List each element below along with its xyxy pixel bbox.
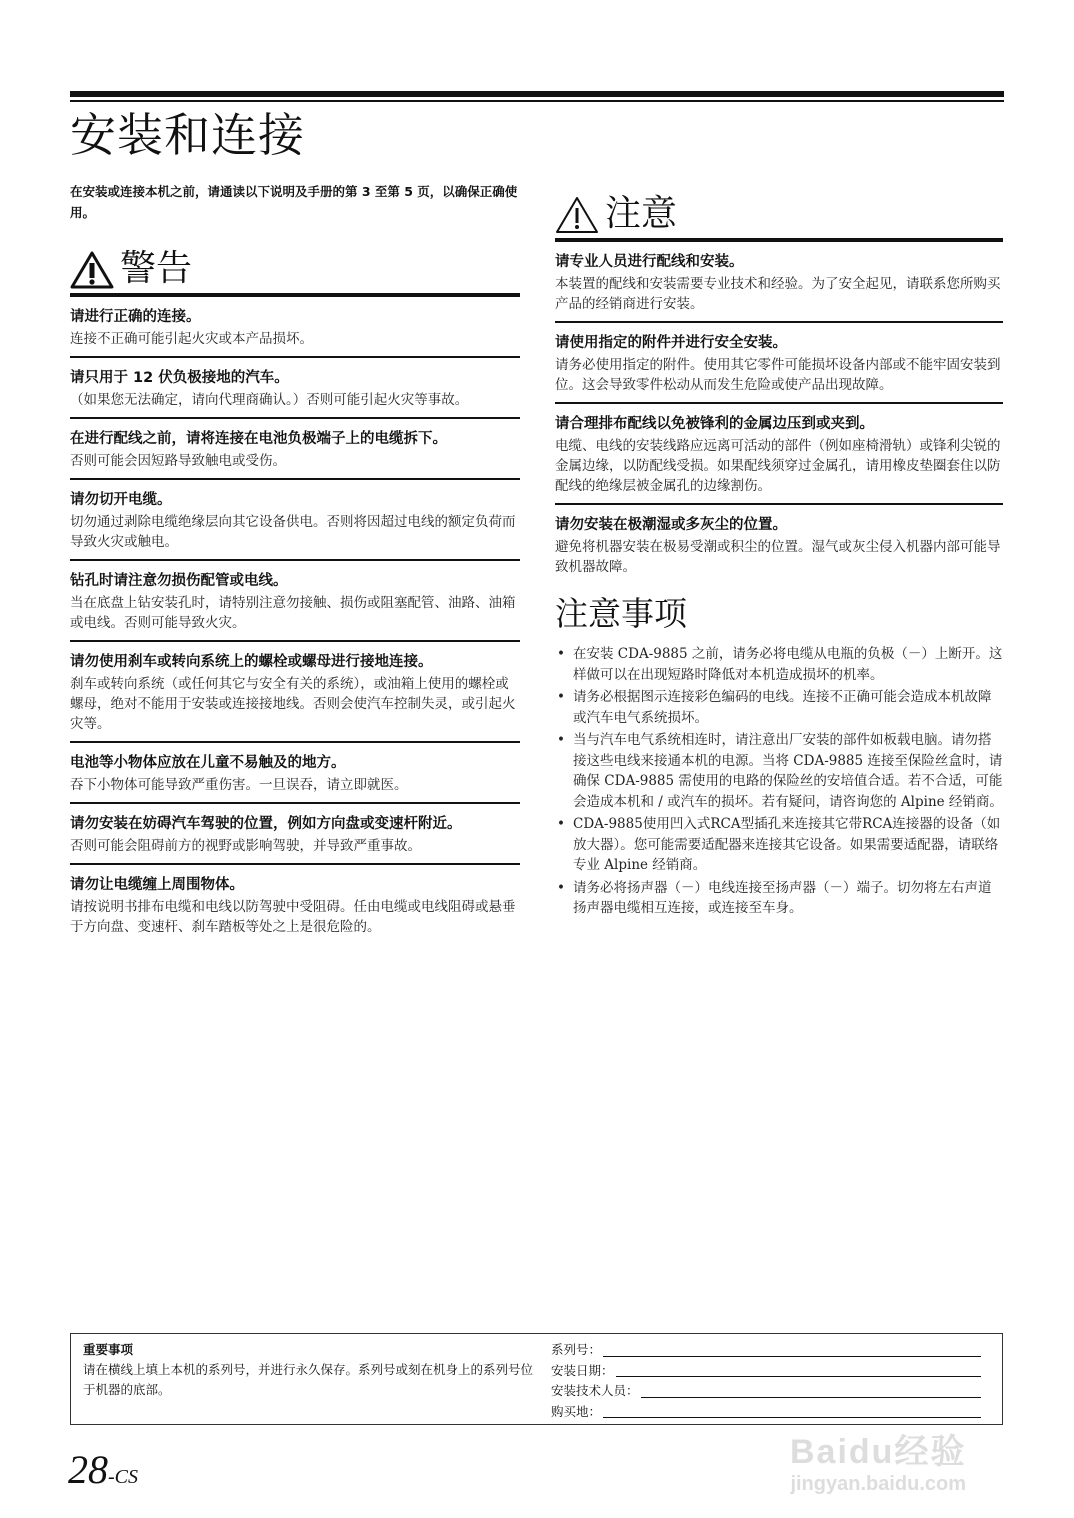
caution-item-body: 避免将机器安装在极易受潮或积尘的位置。湿气或灰尘侵入机器内部可能导致机器故障。 [555,539,1001,575]
caution-item-title: 请合理排布配线以免被锋利的金属边压到或夹到。 [555,416,874,432]
warning-item-body: 连接不正确可能引起火灾或本产品损坏。 [70,331,313,347]
caution-item [555,404,1003,505]
warning-item [70,642,520,743]
caution-item [555,505,1003,584]
field-label: 安装技术人员： [551,1383,639,1398]
notes-item: • 在安装 CDA-9885 之前，请务必将电缆从电瓶的负极（－）上断开。这样做可以在出现短路时降低对本机造成损坏的机率。 [555,644,1003,685]
caution-heading [555,190,1003,242]
warning-item [70,865,520,944]
warning-item-title: 请勿安装在妨碍汽车驾驶的位置，例如方向盘或变速杆附近。 [70,816,462,832]
field-label: 系列号： [551,1342,602,1357]
notes-item: • 请务必将扬声器（－）电线连接至扬声器（－）端子。切勿将左右声道扬声器电缆相互连接，或连接至车身。 [555,878,1003,919]
warning-item-title: 请勿使用刹车或转向系统上的螺栓或螺母进行接地连接。 [70,654,433,670]
warning-list [70,297,520,944]
notes-item: • 请务必根据图示连接彩色编码的电线。连接不正确可能会造成本机故障或汽车电气系统损坏。 [555,687,1003,728]
page-title: 安装和连接 [70,108,305,162]
watermark-logo [790,1432,966,1496]
warning-item-body: 否则可能会因短路导致触电或受伤。 [70,453,286,469]
warning-item-body: 切勿通过剥除电缆绝缘层向其它设备供电。否则将因超过电线的额定负荷而导致火灾或触电。 [70,514,516,550]
notes-list [555,644,1003,919]
caution-title: 注意 [605,193,678,234]
notes-item: • 当与汽车电气系统相连时，请注意出厂安装的部件如板载电脑。请勿搭接这些电线来接通本机的电源。当将 CDA-9885 连接至保险丝盒时，请确保 CDA-9885 需使用的电路的保险丝的安培值合适。若不合适，可能会造成本机和 / 或汽车的损坏。若有疑问，请咨询您的 Alpine 经销商。 [555,730,1003,812]
install-date-field[interactable] [551,1361,981,1382]
caution-item-title: 请专业人员进行配线和安装。 [555,254,744,270]
record-fields [551,1340,981,1422]
warning-title: 警告 [120,248,193,289]
caution-item [555,323,1003,404]
notes-item: • CDA-9885使用凹入式RCA型插孔来连接其它带RCA连接器的设备（如放大器）。您可能需要适配器来连接其它设备。如果需要适配器，请联络专业 Alpine 经销商。 [555,814,1003,876]
caution-item-body: 本装置的配线和安装需要专业技术和经验。为了安全起见，请联系您所购买产品的经销商进行安装。 [555,276,1001,312]
warning-item-title: 请进行正确的连接。 [70,309,201,325]
left-column [70,181,520,944]
watermark-line1: Baidu经验 [790,1433,967,1471]
warning-heading [70,245,520,297]
page-suffix: -CS [108,1466,138,1488]
top-rule-thin [70,100,1004,102]
important-body: 请在横线上填上本机的系列号，并进行永久保存。系列号或刻在机身上的系列号位于机器的底部。 [83,1362,534,1397]
warning-item-title: 请只用于 12 伏负极接地的汽车。 [70,370,289,386]
warning-item [70,804,520,865]
warning-item-title: 电池等小物体应放在儿童不易触及的地方。 [70,755,346,771]
intro-text: 在安装或连接本机之前，请通读以下说明及手册的第 3 至第 5 页，以确保正确使用。 [70,184,518,220]
warning-item-title: 钻孔时请注意勿损伤配管或电线。 [70,573,288,589]
right-column [555,190,1003,921]
serial-number-field[interactable] [551,1340,981,1361]
warning-item-title: 请勿让电缆缠上周围物体。 [70,877,244,893]
field-label: 安装日期： [551,1362,614,1378]
caution-item-title: 请勿安装在极潮湿或多灰尘的位置。 [555,517,787,533]
warning-item [70,358,520,419]
field-label: 购买地： [551,1403,602,1419]
caution-triangle-icon [555,196,599,234]
warning-item-title: 在进行配线之前，请将连接在电池负极端子上的电缆拆下。 [70,431,447,447]
watermark-line2: jingyan.baidu.com [790,1473,967,1495]
warning-item [70,419,520,480]
caution-item-body: 请务必使用指定的附件。使用其它零件可能损坏设备内部或不能牢固安装到位。这会导致零件松动从而发生危险或使产品出现故障。 [555,357,1001,393]
warning-item [70,561,520,642]
warning-item-body: 请按说明书排布电缆和电线以防驾驶中受阻碍。任由电缆或电线阻碍或悬垂于方向盘、变速杆、刹车踏板等处之上是很危险的。 [70,899,516,935]
caution-list [555,242,1003,584]
warning-item-body: 刹车或转向系统（或任何其它与安全有关的系统），或油箱上使用的螺栓或螺母，绝对不能用于安装或连接接地线。否则会使汽车控制失灵，或引起火灾等。 [70,676,516,732]
top-rule-thick [70,91,1004,97]
warning-item-body: （如果您无法确定，请向代理商确认。）否则可能引起火灾等事故。 [70,392,469,408]
warning-item [70,297,520,358]
warning-item-body: 否则可能会阻碍前方的视野或影响驾驶，并导致严重事故。 [70,838,421,854]
warning-triangle-icon [70,251,114,289]
purchase-place-field[interactable] [551,1402,981,1423]
warning-item [70,480,520,561]
installer-field[interactable] [551,1381,981,1402]
caution-item [555,242,1003,323]
caution-item-body: 电缆、电线的安装线路应远离可活动的部件（例如座椅滑轨）或锋利尖锐的金属边缘，以防配线受损。如果配线须穿过金属孔，请用橡皮垫圈套住以防配线的绝缘层被金属孔的边缘割伤。 [555,438,1001,494]
page-number: 28-CS [68,1447,138,1492]
important-title: 重要事项 [83,1342,134,1357]
warning-item-body: 当在底盘上钻安装孔时，请特别注意勿接触、损伤或阻塞配管、油路、油箱或电线。否则可能导致火灾。 [70,595,516,631]
caution-item-title: 请使用指定的附件并进行安全安装。 [555,335,787,351]
notes-heading: 注意事项 [555,594,687,633]
warning-item-body: 吞下小物体可能导致严重伤害。一旦误吞，请立即就医。 [70,777,408,793]
warning-item [70,743,520,804]
important-info-box [70,1333,1003,1425]
warning-item-title: 请勿切开电缆。 [70,492,172,508]
